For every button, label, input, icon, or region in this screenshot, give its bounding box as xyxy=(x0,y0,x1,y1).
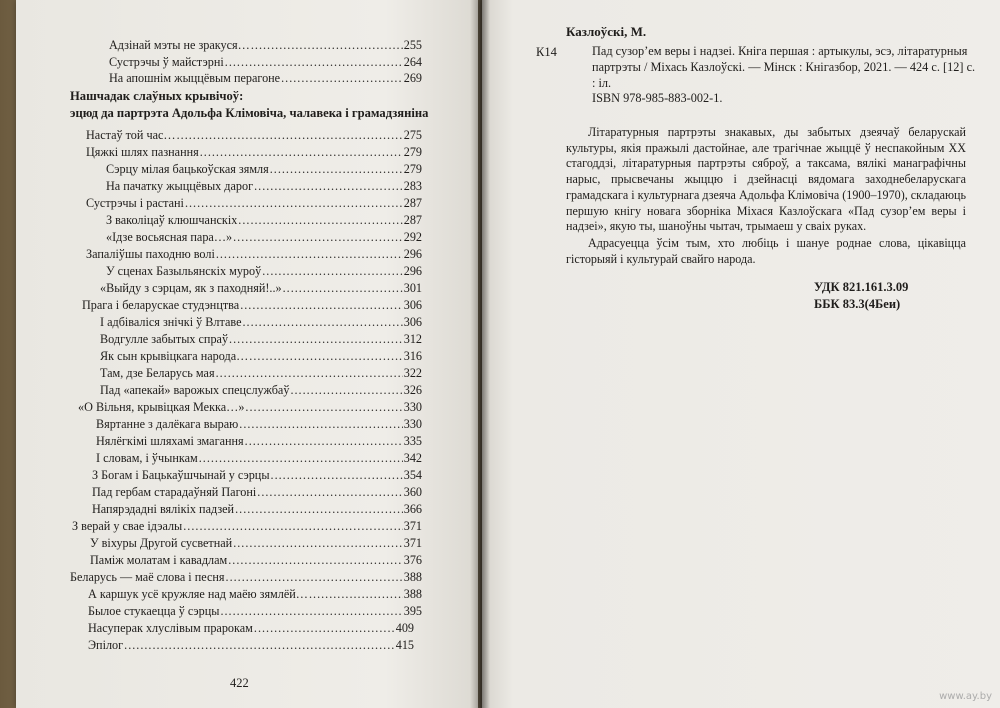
toc-entry xyxy=(96,451,422,465)
toc-entry-title: Паміж молатам і кавадлам xyxy=(90,553,228,567)
book-gutter xyxy=(470,0,490,708)
cip-description-text: Пад сузор’ем веры і надзеі. Кніга першая : артыкулы, эсэ, літаратурныя партрэты / Міхась Казлоўскі. — Мінск : Кнігазбор, 2021. — 424 с. [12] с. : іл. xyxy=(592,44,976,90)
toc-entry-title: «О Вільня, крывіцкая Мекка…» xyxy=(78,400,245,414)
toc-entry-title: Прага і беларускае студэнцтва xyxy=(82,298,240,312)
toc-entry xyxy=(92,502,422,516)
toc-entry-page: 292 xyxy=(403,230,422,244)
toc-entry-page: 342 xyxy=(403,451,422,465)
toc-entry-title: Насуперак хлуслівым прарокам xyxy=(88,621,253,635)
toc-entry xyxy=(88,587,422,601)
toc-entry-page: 269 xyxy=(403,71,422,85)
toc-entry-page: 312 xyxy=(403,332,422,346)
page-number: 422 xyxy=(230,676,249,690)
toc-entry-title: Настаў той час… xyxy=(86,128,176,142)
watermark: www.ay.by xyxy=(939,691,992,702)
cip-author: Казлоўскі, М. xyxy=(566,24,647,39)
toc-entry xyxy=(86,128,422,142)
toc-entry-page: 335 xyxy=(403,434,422,448)
toc-entry-title: І адбіваліся знічкі ў Влтаве xyxy=(100,315,242,329)
table-of-contents xyxy=(0,0,462,708)
toc-entry xyxy=(109,55,422,69)
toc-entry xyxy=(72,519,422,533)
toc-entry-title: «Выйду з сэрцам, як з паходняй!..» xyxy=(100,281,282,295)
toc-entry xyxy=(96,417,422,431)
toc-entry xyxy=(88,604,422,618)
toc-entry-page: 322 xyxy=(403,366,422,380)
toc-entry-title: Водгулле забытых спраў xyxy=(100,332,229,346)
toc-entry-title: Адзінай мэты не зракуся… xyxy=(109,38,250,52)
toc-entry xyxy=(100,349,422,363)
section-heading: Нашчадак слаўных крывічоў: xyxy=(70,89,244,103)
toc-entry xyxy=(70,570,422,584)
toc-entry xyxy=(100,281,422,295)
toc-entry-page: 296 xyxy=(403,264,422,278)
toc-entry-page: 388 xyxy=(403,570,422,584)
toc-entry-page: 306 xyxy=(403,298,422,312)
bbk-code: ББК 83.3(4Беи) xyxy=(814,297,901,311)
toc-entry xyxy=(86,145,422,159)
toc-entry-page: 360 xyxy=(403,485,422,499)
toc-entry-title: У віхуры Другой сусветнай xyxy=(90,536,233,550)
toc-entry xyxy=(109,71,422,85)
toc-entry-page: 330 xyxy=(403,417,422,431)
toc-entry-page: 301 xyxy=(403,281,422,295)
section-heading-subtitle: эцюд да партрэта Адольфа Клімовіча, чалавека і грамадзяніна xyxy=(70,106,429,120)
toc-entry-title: З ваколіцаў клюшчанскіх xyxy=(106,213,238,227)
toc-entry-page: 296 xyxy=(403,247,422,261)
toc-entry-page: 371 xyxy=(403,536,422,550)
toc-entry xyxy=(100,383,422,397)
toc-entry-title: Як сын крывіцкага народа… xyxy=(100,349,249,363)
toc-entry xyxy=(106,264,422,278)
toc-entry-page: 255 xyxy=(403,38,422,52)
toc-entry-page: 279 xyxy=(403,162,422,176)
toc-entry-page: 388 xyxy=(403,587,422,601)
toc-entry-title: Цяжкі шлях пазнання xyxy=(86,145,199,159)
toc-entry xyxy=(109,38,422,52)
toc-entry xyxy=(106,230,422,244)
udk-code: УДК 821.161.3.09 xyxy=(814,280,909,294)
toc-entry xyxy=(100,332,422,346)
toc-entry-title: На апошнім жыццёвым перагоне xyxy=(109,71,281,85)
toc-entry xyxy=(86,247,422,261)
toc-entry-page: 275 xyxy=(403,128,422,142)
toc-entry-title: Сустрэчы і растані xyxy=(86,196,184,210)
toc-entry-title: Нялёгкімі шляхамі змагання xyxy=(96,434,244,448)
toc-entry xyxy=(90,536,422,550)
toc-entry-title: Пад «апекай» варожых спецслужбаў xyxy=(100,383,290,397)
toc-entry xyxy=(92,468,422,482)
toc-entry-page: 287 xyxy=(403,196,422,210)
toc-entry xyxy=(100,315,422,329)
toc-entry xyxy=(106,213,422,227)
toc-entry-page: 287 xyxy=(403,213,422,227)
toc-entry xyxy=(82,298,422,312)
toc-entry-title: Там, дзе Беларусь мая xyxy=(100,366,215,380)
toc-entry-title: З верай у свае ідэалы xyxy=(72,519,183,533)
toc-entry xyxy=(88,621,414,635)
toc-entry-page: 306 xyxy=(403,315,422,329)
toc-entry-title: Пад гербам старадаўняй Пагоні xyxy=(92,485,257,499)
toc-entry xyxy=(106,162,422,176)
annotation-paragraph: Літаратурныя партрэты знакавых, ды забытых дзеячаў беларускай культуры, якія пражылі дастойнае, але трагічнае жыццё ў неспакойным ХХ стагоддзі, літаратурныя партрэты сяброў, а таксама, вялікі манаграфічны нарыс, прысвечаны жыццю і дзейнасці вядомага заходнебеларускага грамадскага і культурнага дзеяча Адольфа Клімовіча (1900–1970), складаюць першую кнігу новага зборніка Міхася Казлоўскага «Пад сузор’ем веры і надзеі», якую ты, шаноўны чытач, трымаеш у сваіх руках. xyxy=(566,125,966,234)
toc-entry-title: Сэрцу мілая бацькоўская зямля xyxy=(106,162,269,176)
toc-entry xyxy=(100,366,422,380)
toc-entry xyxy=(90,553,422,567)
toc-entry-title: Вяртанне з далёкага выраю xyxy=(96,417,239,431)
toc-entry-page: 354 xyxy=(403,468,422,482)
toc-entry-title: «Ідзе восьясная пара…» xyxy=(106,230,233,244)
toc-entry-page: 326 xyxy=(403,383,422,397)
toc-entry-page: 264 xyxy=(403,55,422,69)
toc-entry xyxy=(86,196,422,210)
toc-entry-page: 409 xyxy=(395,621,414,635)
toc-entry xyxy=(92,485,422,499)
annotation-paragraph: Адрасуецца ўсім тым, хто любіць і шануе роднае слова, цікавіцца гісторыяй і культурай свайго народа. xyxy=(566,236,966,266)
toc-entry-title: Напярэдадні вялікіх падзей xyxy=(92,502,235,516)
toc-entry-page: 279 xyxy=(403,145,422,159)
toc-entry xyxy=(88,638,414,652)
toc-entry-title: Беларусь — маё слова і песня xyxy=(70,570,225,584)
isbn: ISBN 978-985-883-002-1. xyxy=(592,91,723,106)
cip-description xyxy=(592,44,976,107)
toc-entry-page: 366 xyxy=(403,502,422,516)
toc-entry-title: Сустрэчы ў майстэрні xyxy=(109,55,224,69)
toc-entry-title: Эпілог xyxy=(88,638,124,652)
toc-entry-page: 316 xyxy=(403,349,422,363)
toc-entry xyxy=(106,179,422,193)
cip-code: К14 xyxy=(536,45,557,59)
toc-entry-title: А каршук усё кружляе над маёю зямлёй… xyxy=(88,587,308,601)
toc-entry-page: 395 xyxy=(403,604,422,618)
toc-entry-title: Запаліўшы паходню волі xyxy=(86,247,215,261)
toc-entry-title: На пачатку жыццёвых дарог xyxy=(106,179,254,193)
toc-entry-page: 371 xyxy=(403,519,422,533)
toc-entry-page: 376 xyxy=(403,553,422,567)
toc-entry-page: 415 xyxy=(395,638,414,652)
toc-entry-page: 330 xyxy=(403,400,422,414)
toc-entry-page: 283 xyxy=(403,179,422,193)
toc-entry xyxy=(78,400,422,414)
toc-entry xyxy=(96,434,422,448)
toc-entry-title: З Богам і Бацькаўшчынай у сэрцы xyxy=(92,468,270,482)
toc-entry-title: Былое стукаецца ў сэрцы xyxy=(88,604,220,618)
toc-entry-title: І словам, і ўчынкам xyxy=(96,451,198,465)
toc-entry-title: У сценах Базыльянскіх муроў xyxy=(106,264,262,278)
